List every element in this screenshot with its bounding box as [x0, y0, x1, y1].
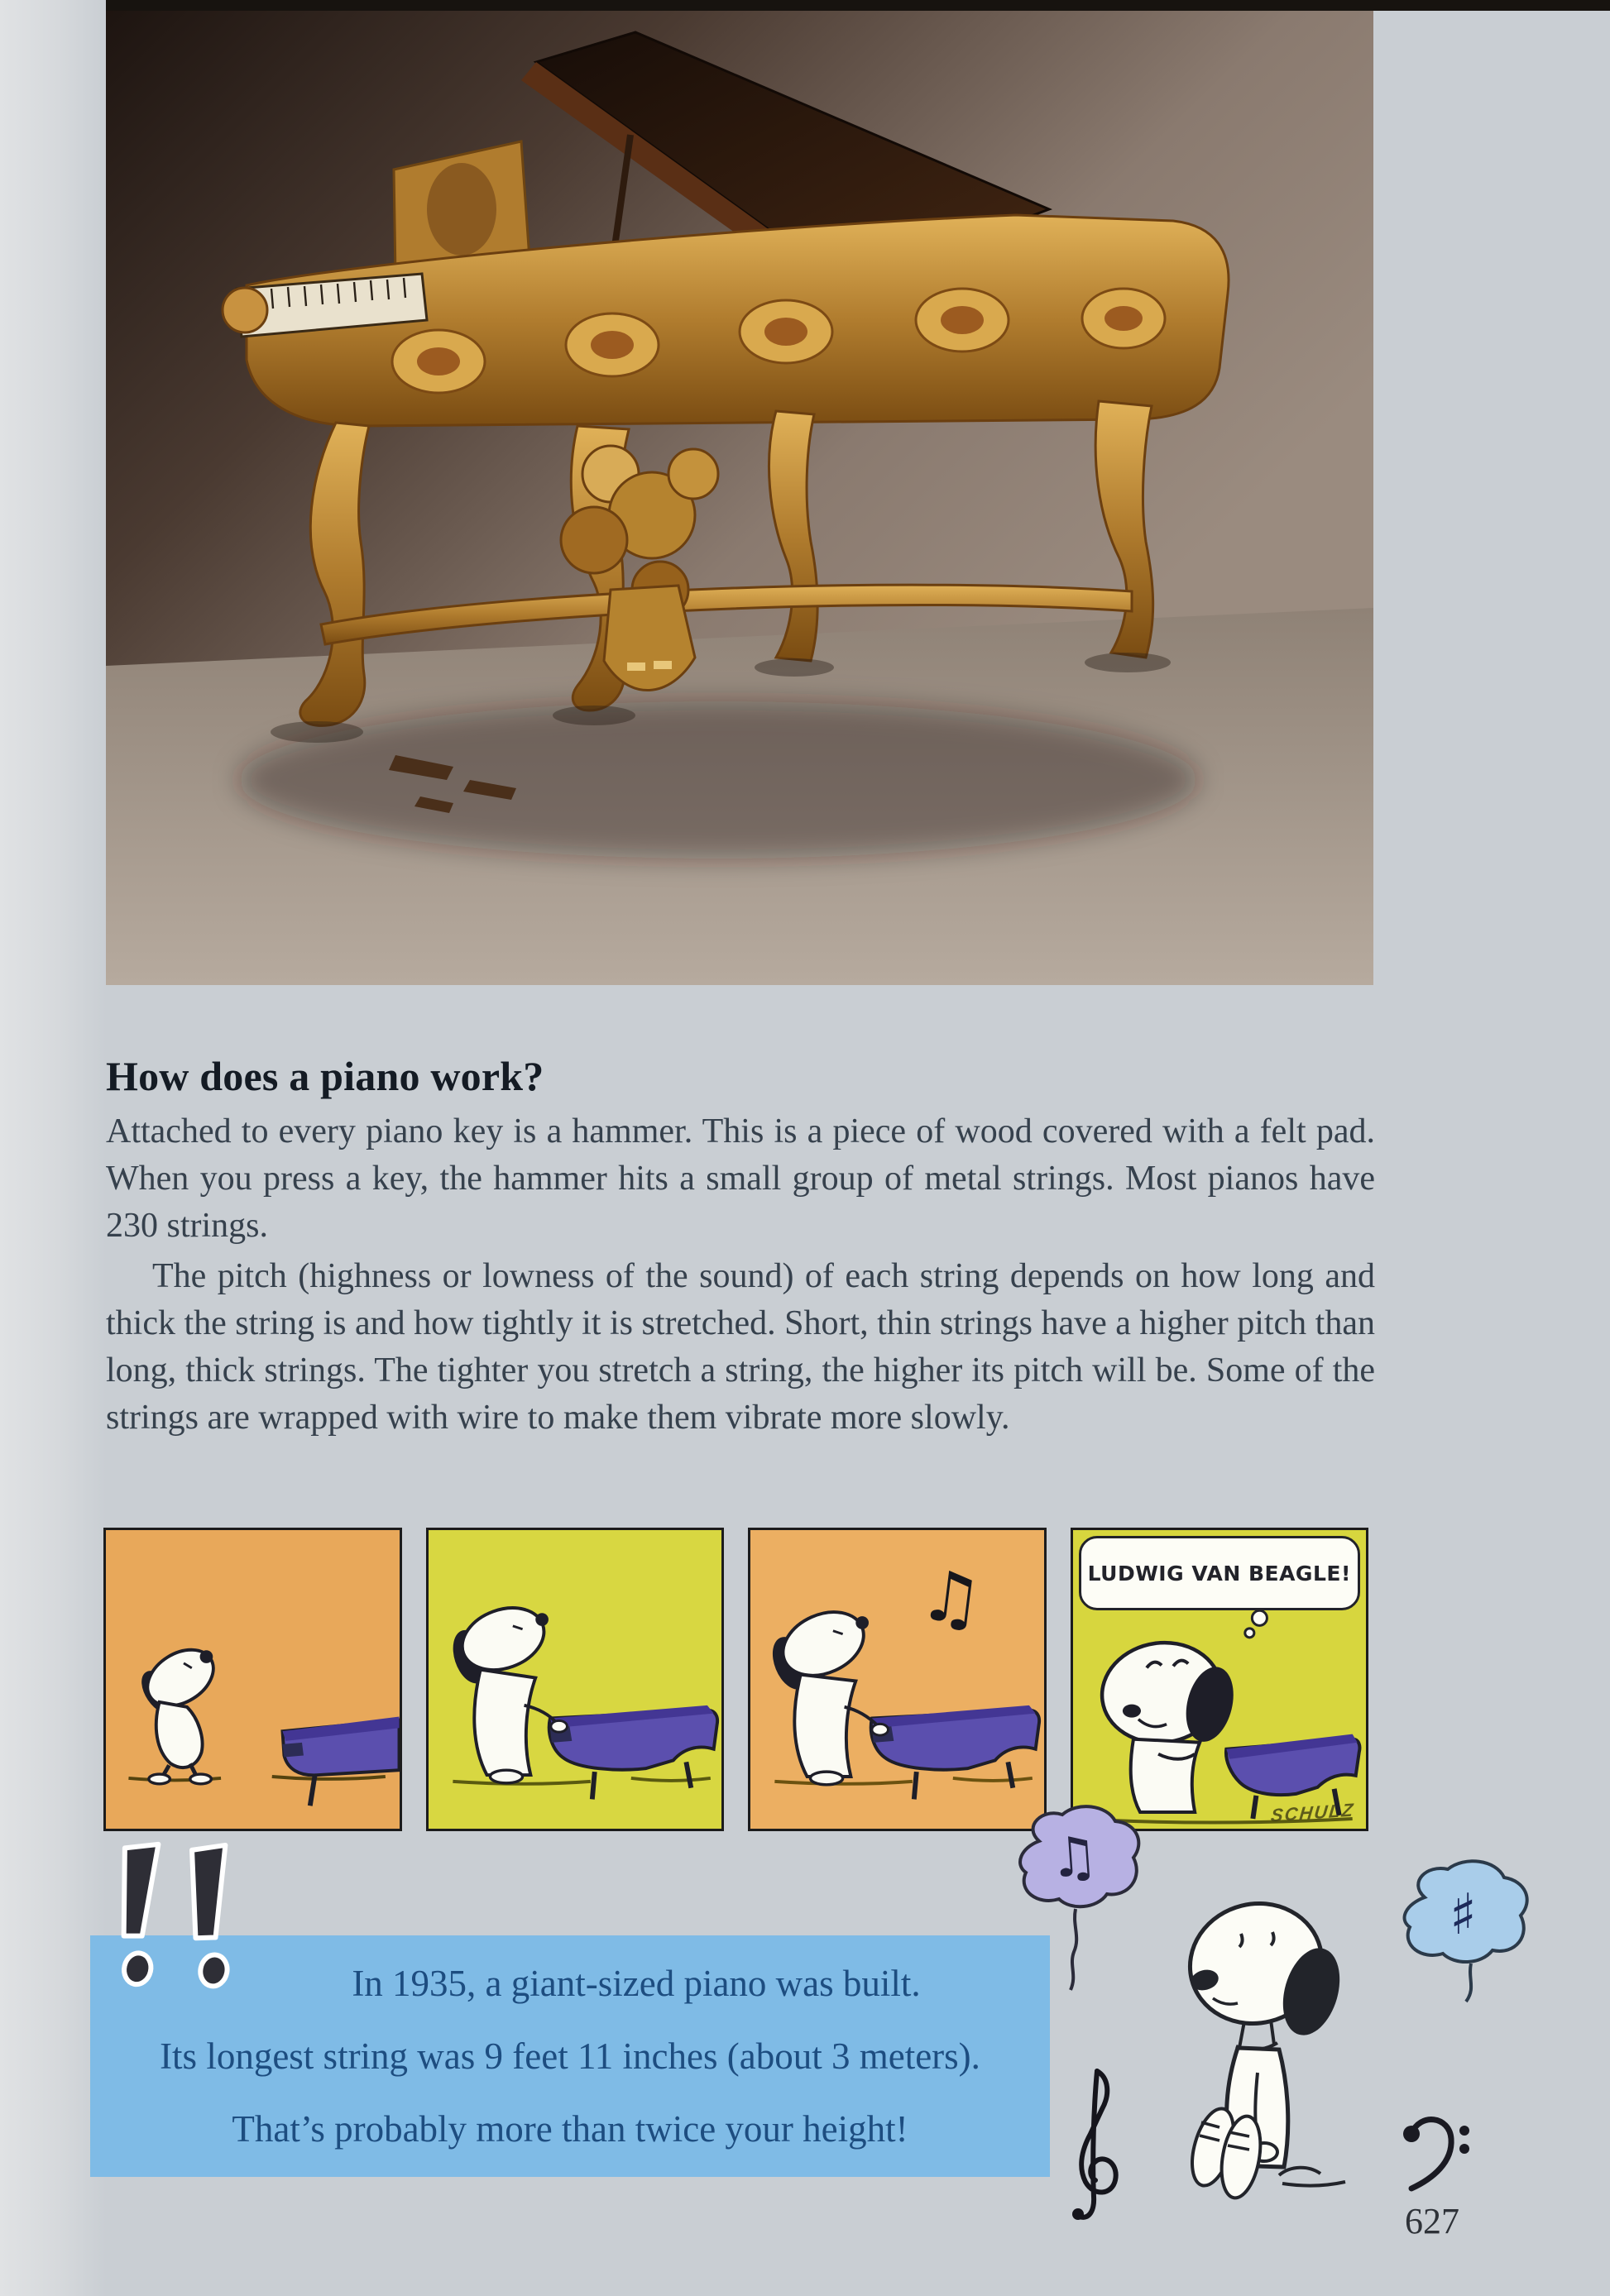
snoopy-sitting: [447, 1597, 567, 1783]
scan-top-shadow: [55, 0, 1610, 11]
comic-panel-2: [426, 1528, 725, 1831]
page-number: 627: [1405, 2201, 1459, 2241]
music-note-glyph: ♫: [915, 1553, 988, 1643]
toy-piano: [549, 1705, 716, 1800]
paragraph-pitch: The pitch (highness or lowness of the sound) of each string depends on how long and thick the string is and how tightly it is stretched. Short, thin strings have a higher pitch than long, thick strings. The tighter you stretch a string, the higher its pitch will be. Some of the strings are wrapped with wire to make them vibrate more slowly.: [106, 1257, 1375, 1437]
piano-photo-illustration: [106, 11, 1373, 985]
comic-panel-3: [748, 1528, 1047, 1831]
fact-box-line: Its longest string was 9 feet 11 inches (about 3 meters).: [160, 2035, 980, 2077]
bass-clef-icon: [1398, 2109, 1474, 2197]
piano-shadow: [238, 701, 1198, 859]
sharp-glyph: ♯: [1449, 1882, 1477, 1948]
comic-panel-1-art: [106, 1530, 400, 1829]
paragraph-hammer: Attached to every piano key is a hammer. This is a piece of wood covered with a felt pad. When you press a key, the hammer hits a small group of metal strings. Most pianos have 230 strings.: [106, 1112, 1375, 1245]
toy-piano: [282, 1717, 399, 1806]
thought-balloon: LUDWIG VAN BEAGLE!: [1079, 1536, 1361, 1610]
thought-bubble-sharp: [1393, 1856, 1549, 2048]
schulz-signature: SCHULZ: [1269, 1799, 1356, 1826]
treble-clef-icon: [1059, 2058, 1130, 2230]
fact-box-line: That’s probably more than twice your height!: [232, 2108, 908, 2150]
snoopy-closeup: [1095, 1635, 1240, 1812]
page-title: How does a piano work?: [106, 1052, 544, 1099]
snoopy-playing: [765, 1600, 888, 1784]
snoopy-sitting-illustration: [1158, 1874, 1375, 2225]
toy-piano: [871, 1705, 1039, 1800]
snoopy-walking: [134, 1638, 223, 1784]
fact-box-line: In 1935, a giant-sized piano was built.: [352, 1963, 921, 2004]
article-text: [106, 1108, 1375, 1442]
exclamation-marks: [104, 1839, 247, 1998]
peanuts-comic-strip: [103, 1528, 1368, 1831]
comic-panel-3-art: [750, 1530, 1044, 1829]
comic-panel-2-art: [429, 1530, 722, 1829]
comic-panel-4: [1071, 1528, 1369, 1831]
music-note-glyph: ♫: [1047, 1824, 1101, 1891]
comic-panel-1: [103, 1528, 402, 1831]
piano-photo: [106, 11, 1373, 985]
